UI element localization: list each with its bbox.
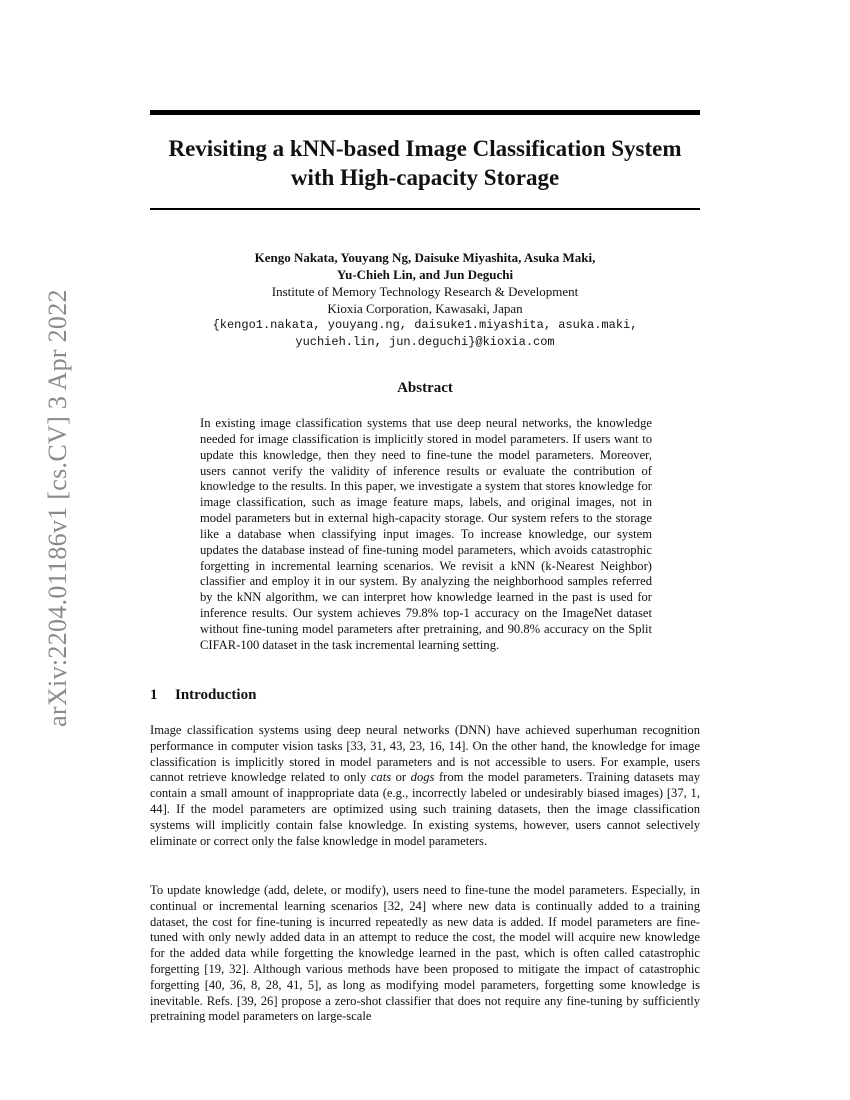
section-title: Introduction: [175, 687, 257, 703]
title-top-rule: [150, 110, 700, 115]
introduction-paragraph-1: [150, 723, 700, 849]
section-number: 1: [150, 687, 158, 703]
arxiv-identifier-stamp: arXiv:2204.01186v1 [cs.CV] 3 Apr 2022: [43, 289, 72, 727]
author-names-line-1: Kengo Nakata, Youyang Ng, Daisuke Miyashita, Asuka Maki,: [254, 250, 596, 265]
introduction-paragraph-2: To update knowledge (add, delete, or modify), users need to fine-tune the model parameters. Especially, in continual or incremental learning scenarios [32, 24] where new data is continually added to a training dataset, the cost for fine-tuning is incurred repeatedly as new data is added. If model parameters are fine-tuned with only newly added data in an attempt to reduce the cost, the model will acquire new knowledge for the added data while forgetting the knowledge learned in the past, which is often called catastrophic forgetting [19, 32]. Although various methods have been proposed to mitigate the impact of catastrophic forgetting [40, 36, 8, 28, 41, 5], as long as modifying model parameters, forgetting some knowledge is inevitable. Refs. [39, 26] propose a zero-shot classifier that does not require any fine-tuning by sufficiently pretraining model parameters on large-scale: [150, 883, 700, 1024]
intro-p1-text-b: or: [391, 770, 411, 785]
intro-p1-emphasis-cats: cats: [370, 770, 392, 785]
intro-p1-text-c: from the model parameters. Training datasets may contain a small amount of inappropriate data (e.g., incorrectly labeled or undesirably biased images) [37, 1, 44]. If the model parameters are optimized using such training datasets, then the image classification systems will implicitly contain false knowledge. In existing systems, however, users cannot selectively eliminate or correct only the false knowledge in model parameters.: [150, 770, 701, 848]
abstract-text: In existing image classification systems that use deep neural networks, the knowledge needed for image classification is implicitly stored in model parameters. If users want to update this knowledge, then they need to fine-tune the model parameters. Moreover, users cannot verify the validity of inference results or evaluate the contribution of knowledge to the results. In this paper, we investigate a system that stores knowledge for image classification, such as image feature maps, labels, and original images, not in model parameters but in external high-capacity storage. Our system refers to the storage like a database when classifying input images. To increase knowledge, our system updates the database instead of fine-tuning model parameters, which avoids catastrophic forgetting in incremental learning scenarios. We revisit a kNN (k-Nearest Neighbor) classifier and employ it in our system. By analyzing the neighborhood samples referred by the kNN algorithm, we can interpret how knowledge learned in the past is used for inference results. Our system achieves 79.8% top-1 accuracy on the ImageNet dataset without fine-tuning model parameters after pretraining, and 90.8% accuracy on the Split CIFAR-100 dataset in the task incremental learning setting.: [200, 416, 652, 652]
intro-p1-text-a: Image classification systems using deep neural networks (DNN) have achieved superhuman recognition performance in computer vision tasks [33, 31, 43, 23, 16, 14]. On the other hand, the knowledge for image classification is implicitly stored in model parameters and is not accessible to users. For example, users cannot retrieve knowledge related to only: [150, 723, 700, 785]
paper-title-line-1: Revisiting a kNN-based Image Classification System: [168, 136, 682, 161]
affiliation-line-2: Kioxia Corporation, Kawasaki, Japan: [327, 301, 523, 316]
abstract-heading: Abstract: [397, 380, 453, 396]
affiliation-line-1: Institute of Memory Technology Research & Development: [271, 284, 579, 299]
paper-title: [150, 134, 700, 192]
email-line-2: yuchieh.lin, jun.deguchi}@kioxia.com: [295, 335, 555, 349]
introduction-heading: [150, 687, 256, 704]
email-line-1: {kengo1.nakata, youyang.ng, daisuke1.miyashita, asuka.maki,: [212, 318, 638, 332]
author-block: [150, 249, 700, 351]
paper-title-line-2: with High-capacity Storage: [290, 165, 560, 190]
intro-p1-emphasis-dogs: dogs: [410, 770, 435, 785]
author-names-line-2: Yu-Chieh Lin, and Jun Deguchi: [336, 267, 514, 282]
title-bottom-rule: [150, 208, 700, 210]
